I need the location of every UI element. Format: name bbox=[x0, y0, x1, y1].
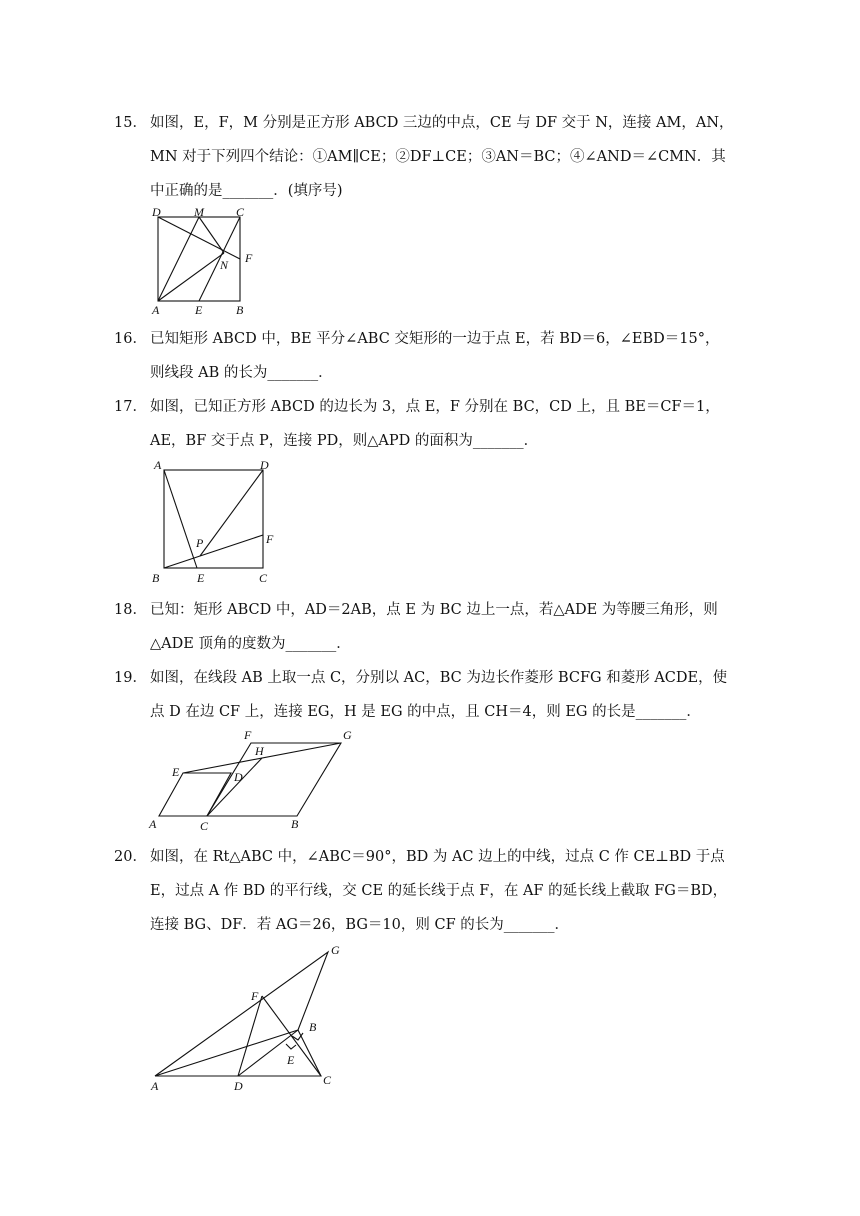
square-abcd bbox=[164, 470, 263, 568]
question-text-line: 如图，在 Rt△ABC 中，∠ABC＝90°，BD 为 AC 边上的中线，过点 C 作 CE⊥BD 于点 bbox=[150, 849, 725, 865]
label-e: E bbox=[197, 571, 205, 585]
question-text-line: 连接 BG、DF．若 AG＝26，BG＝10，则 CF 的长为_______． bbox=[150, 917, 569, 933]
segment-ab bbox=[155, 1030, 298, 1076]
label-c: C bbox=[259, 571, 268, 585]
label-d: D bbox=[152, 206, 161, 219]
question-text-line: AE，BF 交于点 P，连接 PD，则△APD 的面积为_______． bbox=[150, 433, 539, 449]
label-f: F bbox=[251, 989, 259, 1003]
label-e: E bbox=[287, 1053, 295, 1067]
label-m: M bbox=[194, 206, 204, 219]
label-g: G bbox=[331, 943, 340, 957]
label-a: A bbox=[152, 303, 160, 317]
label-a: A bbox=[154, 458, 162, 472]
question-text-line: 如图，在线段 AB 上取一点 C，分别以 AC，BC 为边长作菱形 BCFG 和菱形 ACDE，使 bbox=[150, 670, 728, 686]
segment-pd bbox=[200, 470, 263, 556]
question-number: 20． bbox=[114, 849, 147, 865]
label-p: P bbox=[196, 536, 204, 550]
segment-df bbox=[158, 217, 240, 259]
question-text-line: 则线段 AB 的长为_______． bbox=[150, 365, 333, 381]
segment-ae bbox=[164, 470, 197, 568]
question-text-line: △ADE 顶角的度数为_______． bbox=[150, 636, 351, 652]
label-n: N bbox=[220, 258, 229, 272]
segment-mn bbox=[199, 217, 224, 253]
question-number: 17． bbox=[114, 399, 147, 415]
segment-ag-gb bbox=[155, 952, 328, 1076]
label-c: C bbox=[323, 1073, 332, 1087]
question-text-line: 已知矩形 ABCD 中，BE 平分∠ABC 交矩形的一边于点 E，若 BD＝6，∠EBD＝15°， bbox=[150, 331, 720, 347]
question-text-line: 如图，E，F，M 分别是正方形 ABCD 三边的中点，CE 与 DF 交于 N，连接 AM，AN， bbox=[150, 115, 734, 131]
label-h: H bbox=[255, 744, 264, 758]
figure-q17-square bbox=[148, 455, 283, 585]
label-f: F bbox=[266, 532, 274, 546]
question-number: 19． bbox=[114, 670, 147, 686]
question-number: 16． bbox=[114, 331, 147, 347]
figure-q20-triangle bbox=[145, 938, 360, 1096]
label-b: B bbox=[291, 817, 299, 831]
label-a: A bbox=[151, 1079, 159, 1093]
label-d: D bbox=[234, 770, 243, 784]
question-text-line: 已知：矩形 ABCD 中，AD＝2AB，点 E 为 BC 边上一点，若△ADE 为等腰三角形，则 bbox=[150, 602, 718, 618]
question-text-line: E，过点 A 作 BD 的平行线，交 CE 的延长线于点 F，在 AF 的延长线上截取 FG＝BD， bbox=[150, 883, 728, 899]
label-b: B bbox=[236, 303, 244, 317]
label-e: E bbox=[172, 765, 180, 779]
question-number: 15． bbox=[114, 115, 147, 131]
segment-am bbox=[158, 217, 199, 301]
question-number: 18． bbox=[114, 602, 147, 618]
right-angle-mark-e bbox=[286, 1044, 296, 1049]
label-a: A bbox=[149, 817, 157, 831]
label-d: D bbox=[234, 1079, 243, 1093]
question-text-line: 如图，已知正方形 ABCD 的边长为 3，点 E，F 分别在 BC，CD 上，且 BE＝CF＝1， bbox=[150, 399, 720, 415]
label-f: F bbox=[244, 728, 252, 742]
label-b: B bbox=[152, 571, 160, 585]
figure-q19-rhombi bbox=[145, 728, 360, 832]
segment-ac-cb bbox=[155, 1030, 321, 1076]
question-text-line: MN 对于下列四个结论：①AM∥CE；②DF⊥CE；③AN＝BC；④∠AND＝∠CMN．其 bbox=[150, 149, 726, 165]
segment-bf bbox=[164, 535, 263, 568]
question-text-line: 点 D 在边 CF 上，连接 EG，H 是 EG 的中点，且 CH＝4，则 EG 的长是_______． bbox=[150, 704, 701, 720]
label-c: C bbox=[236, 206, 245, 219]
label-f: F bbox=[245, 251, 253, 265]
label-g: G bbox=[343, 728, 352, 742]
label-e: E bbox=[195, 303, 203, 317]
question-text-line: 中正确的是_______．(填序号) bbox=[150, 183, 343, 199]
figure-q15-square bbox=[148, 206, 268, 318]
label-b: B bbox=[309, 1020, 317, 1034]
label-c: C bbox=[200, 819, 209, 832]
label-d: D bbox=[260, 458, 269, 472]
segment-an bbox=[158, 253, 224, 301]
